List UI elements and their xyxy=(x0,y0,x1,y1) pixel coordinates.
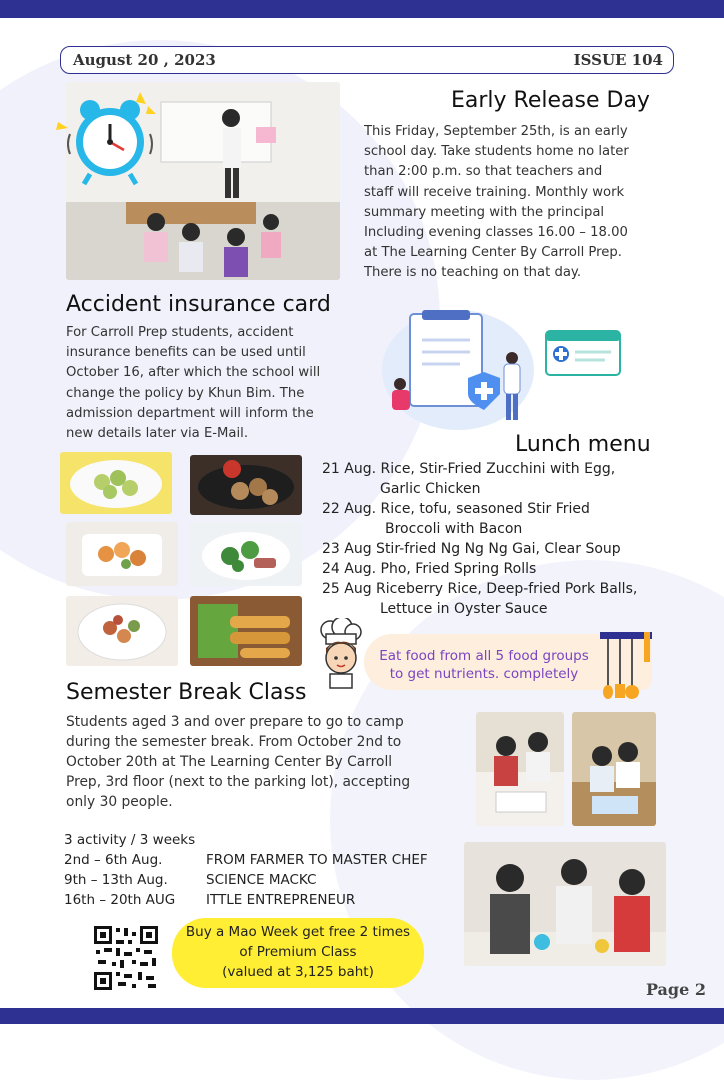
chef-icon xyxy=(308,618,370,690)
text-line: summary meeting with the principal xyxy=(364,204,605,220)
camp-photo-group xyxy=(464,842,666,966)
issue-number: ISSUE 104 xyxy=(573,51,663,69)
text-line: during the semester break. From October 2nd to xyxy=(66,734,402,750)
text-line: school day. Take students home no later xyxy=(364,144,629,160)
kitchen-utensils-icon xyxy=(598,630,654,706)
text-line: than 2:00 p.m. so that teachers and xyxy=(364,164,603,180)
food-photo-garlic-chicken xyxy=(190,455,302,515)
menu-line: Garlic Chicken xyxy=(380,481,481,497)
text-line: October 16, after which the school will xyxy=(66,365,321,381)
early-release-text xyxy=(364,122,684,284)
menu-line: Lettuce in Oyster Sauce xyxy=(380,601,548,617)
food-photo-broccoli-bacon xyxy=(190,522,302,586)
menu-line: 23 Aug Stir-fried Ng Ng Ng Gai, Clear Soup xyxy=(322,541,621,557)
early-release-title: Early Release Day xyxy=(451,88,650,113)
camp-photo-craft xyxy=(476,712,564,826)
semester-break-title: Semester Break Class xyxy=(66,680,307,705)
text-line: admission department will inform the xyxy=(66,405,314,421)
text-line: new details later via E-Mail. xyxy=(66,426,249,442)
issue-date: August 20 , 2023 xyxy=(73,51,216,69)
menu-line: 22 Aug. Rice, tofu, seasoned Stir Fried xyxy=(322,501,590,517)
menu-line: Broccoli with Bacon xyxy=(385,521,523,537)
semester-break-text xyxy=(66,712,466,812)
bottom-bar xyxy=(0,1008,724,1024)
promo-line: (valued at 3,125 baht) xyxy=(222,964,374,980)
menu-line: 21 Aug. Rice, Stir-Fried Zucchini with Egg, xyxy=(322,461,616,477)
food-photo-zucchini xyxy=(60,452,172,514)
activity-name: FROM FARMER TO MASTER CHEF xyxy=(206,852,428,868)
insurance-card-icon xyxy=(545,330,621,376)
qr-code-icon[interactable] xyxy=(92,924,160,992)
promo-badge xyxy=(172,918,424,988)
insurance-illustration xyxy=(380,306,540,434)
text-line: There is no teaching on that day. xyxy=(364,265,582,281)
text-line: Prep, 3rd floor (next to the parking lot), accepting xyxy=(66,774,411,790)
text-line: only 30 people. xyxy=(66,794,173,810)
alarm-clock-icon xyxy=(48,84,160,188)
activity-date: 9th – 13th Aug. xyxy=(64,872,168,888)
promo-line: of Premium Class xyxy=(239,944,357,960)
insurance-title: Accident insurance card xyxy=(66,292,331,317)
page-number: Page 2 xyxy=(645,980,706,999)
activity-date: 16th – 20th AUG xyxy=(64,892,176,908)
text-line: Students aged 3 and over prepare to go to camp xyxy=(66,714,404,730)
text-line: October 20th at The Learning Center By Carroll xyxy=(66,754,393,770)
note-line: Eat food from all 5 food groups xyxy=(379,648,589,664)
activity-heading: 3 activity / 3 weeks xyxy=(64,832,196,848)
top-bar xyxy=(0,0,724,18)
lunch-menu-title: Lunch menu xyxy=(515,432,651,457)
activity-name: SCIENCE MACKC xyxy=(206,872,317,888)
text-line: For Carroll Prep students, accident xyxy=(66,325,294,340)
text-line: staff will receive training. Monthly work xyxy=(364,184,625,200)
food-photo-stir-fried xyxy=(66,596,178,666)
text-line: at The Learning Center By Carroll Prep. xyxy=(364,245,622,261)
menu-line: 24 Aug. Pho, Fried Spring Rolls xyxy=(322,561,537,577)
camp-photo-art xyxy=(572,712,656,826)
food-photo-spring-rolls xyxy=(190,596,302,666)
note-line: to get nutrients. completely xyxy=(389,666,579,682)
issue-header xyxy=(60,46,674,74)
text-line: insurance benefits can be used until xyxy=(66,345,306,361)
activity-date: 2nd – 6th Aug. xyxy=(64,852,163,868)
text-line: change the policy by Khun Bim. The xyxy=(66,385,305,401)
text-line: This Friday, September 25th, is an early xyxy=(364,124,628,139)
text-line: Including evening classes 16.00 – 18.00 xyxy=(364,225,628,241)
promo-line: Buy a Mao Week get free 2 times xyxy=(185,924,411,940)
activity-name: ITTLE ENTREPRENEUR xyxy=(206,892,356,908)
insurance-text xyxy=(66,323,366,444)
food-photo-tofu xyxy=(66,522,178,586)
menu-line: 25 Aug Riceberry Rice, Deep-fried Pork Balls, xyxy=(322,581,638,597)
